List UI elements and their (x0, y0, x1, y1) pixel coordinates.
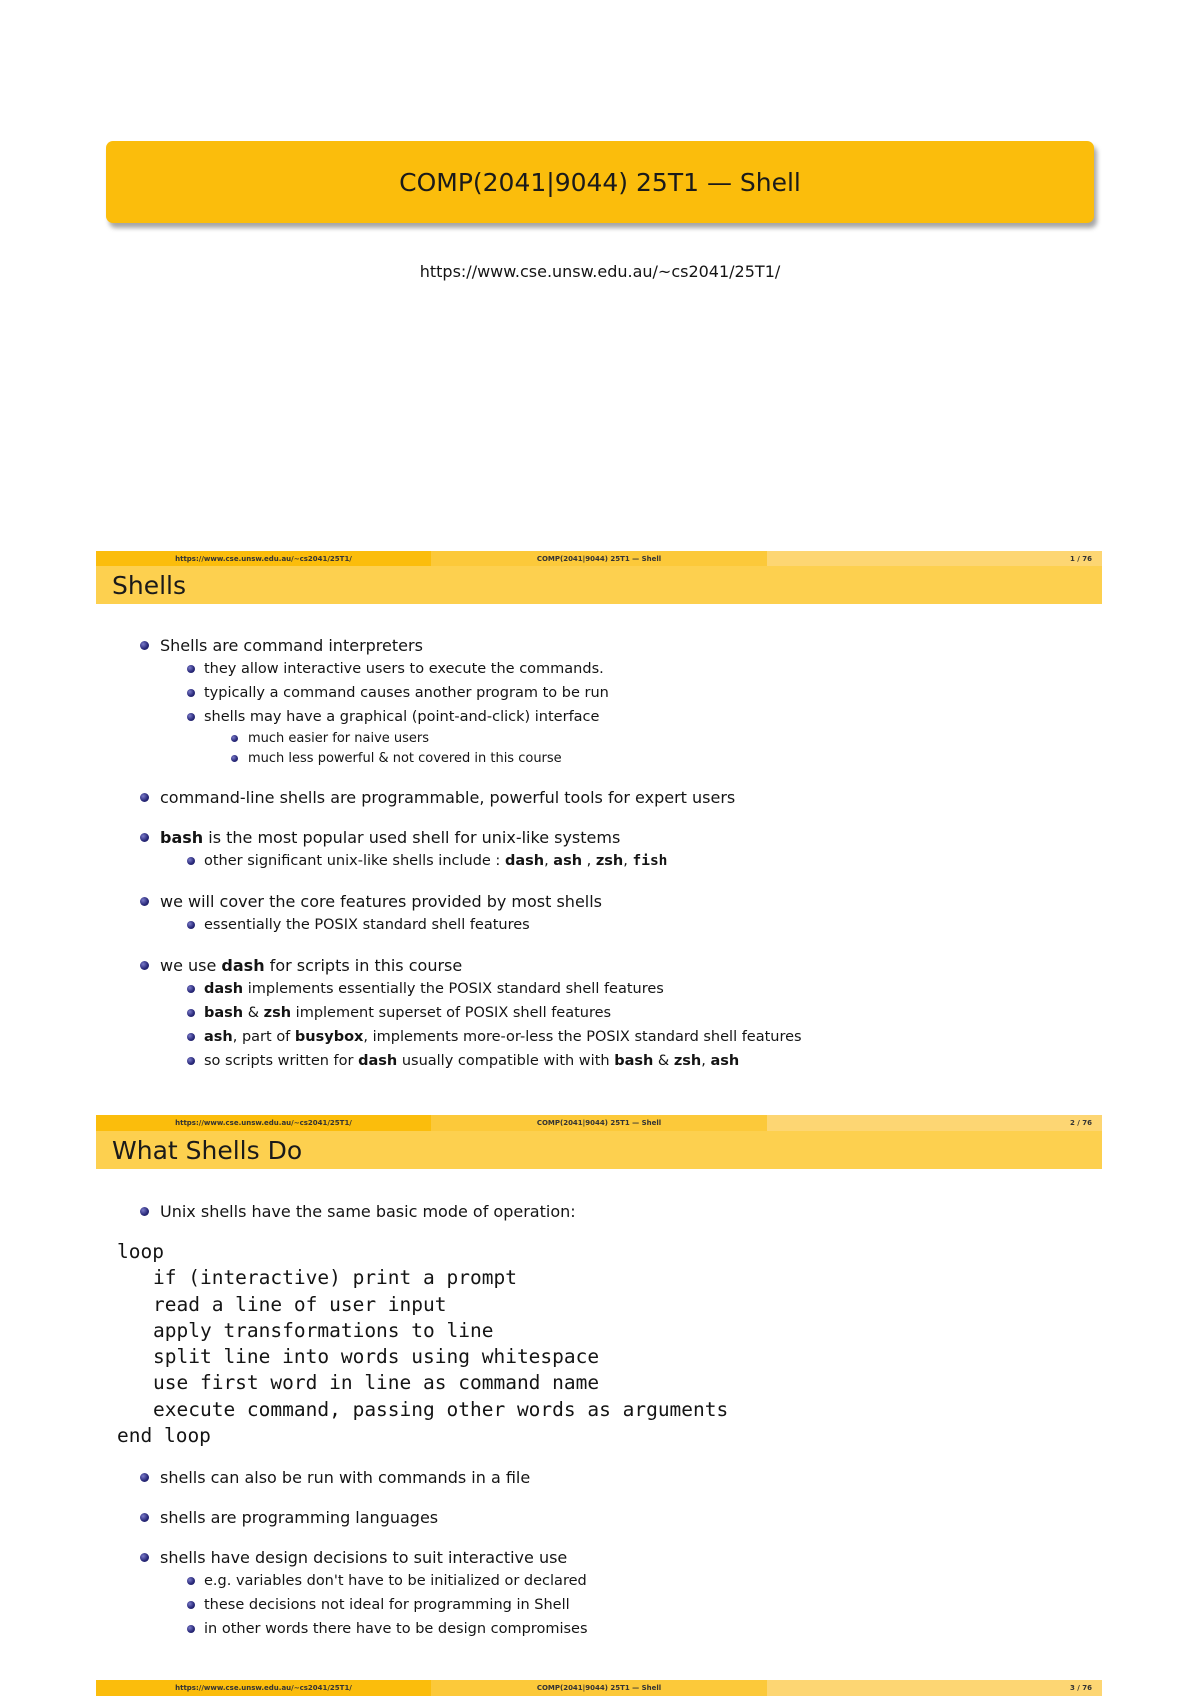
bullet-icon (187, 1033, 195, 1041)
slide-what-intro (0, 1201, 1200, 1223)
bullet-icon (187, 985, 195, 993)
footer-page: 2 / 76 (767, 1115, 1102, 1131)
bullet-icon (140, 1513, 149, 1522)
footer-url: https://www.cse.unsw.edu.au/~cs2041/25T1/ (96, 551, 431, 567)
list-item: bash is the most popular used shell for unix-like systems other significant unix-like shells include : dash, ash , zsh, fish (0, 827, 1200, 873)
list-item: so scripts written for dash usually compatible with with bash & zsh, ash (160, 1049, 1200, 1073)
list-item: ash, part of busybox, implements more-or-less the POSIX standard shell features (160, 1025, 1200, 1049)
list-item: in other words there have to be design compromises (160, 1617, 1200, 1641)
bullet-icon (140, 1207, 149, 1216)
list-item: much easier for naive users (204, 729, 1200, 749)
list-item: essentially the POSIX standard shell features (160, 913, 1200, 937)
bullet-icon (231, 735, 238, 742)
list-item: shells may have a graphical (point-and-click) interface much easier for naive users much less powerful & not covered in this course (160, 705, 1200, 769)
frame-title-text: Shells (112, 570, 187, 600)
bullet-icon (187, 857, 195, 865)
list-item: they allow interactive users to execute the commands. (160, 657, 1200, 681)
list-item: bash & zsh implement superset of POSIX shell features (160, 1001, 1200, 1025)
list-item: dash implements essentially the POSIX standard shell features (160, 977, 1200, 1001)
footer-bar (96, 551, 1102, 567)
deck-title: COMP(2041|9044) 25T1 — Shell (399, 167, 801, 197)
footer-title: COMP(2041|9044) 25T1 — Shell (431, 551, 767, 567)
footer-bar (96, 1680, 1102, 1696)
bullet-icon (187, 1009, 195, 1017)
bullet-icon (187, 1625, 195, 1633)
list-item: e.g. variables don't have to be initialized or declared (160, 1569, 1200, 1593)
frame-title-what-shells-do (96, 1131, 1102, 1169)
bullet-icon (187, 713, 195, 721)
list-item: these decisions not ideal for programming in Shell (160, 1593, 1200, 1617)
bullet-icon (140, 833, 149, 842)
footer-page: 1 / 76 (767, 551, 1102, 567)
bullet-icon (187, 689, 195, 697)
course-url: https://www.cse.unsw.edu.au/~cs2041/25T1/ (419, 262, 781, 281)
bullet-icon (187, 921, 195, 929)
slide-what-body (0, 1467, 1200, 1641)
list-item: Shells are command interpreters they allow interactive users to execute the commands. typically a command causes another program to be run shells may have a graphical (point-and-click) interface much easier for naive users much less powerful & not covered in this course (0, 635, 1200, 769)
footer-url: https://www.cse.unsw.edu.au/~cs2041/25T1/ (96, 1115, 431, 1131)
bullet-icon (140, 793, 149, 802)
list-item: much less powerful & not covered in this course (204, 749, 1200, 769)
bullet-icon (231, 755, 238, 762)
bullet-icon (140, 641, 149, 650)
code-block: loop if (interactive) print a prompt read a line of user input apply transformations to line split line into words using whitespace use first word in line as command name execute command, passing other words as arguments end loop (117, 1240, 729, 1448)
bullet-icon (187, 1601, 195, 1609)
bullet-icon (140, 1553, 149, 1562)
list-item: other significant unix-like shells include : dash, ash , zsh, fish (160, 849, 1200, 873)
bullet-icon (140, 961, 149, 970)
footer-title: COMP(2041|9044) 25T1 — Shell (431, 1680, 767, 1696)
slide-shells-body (0, 635, 1200, 1073)
list-item: typically a command causes another program to be run (160, 681, 1200, 705)
frame-title-shells (96, 566, 1102, 604)
list-item: shells are programming languages (0, 1507, 1200, 1529)
list-item: we use dash for scripts in this course dash implements essentially the POSIX standard shell features bash & zsh implement superset of POSIX shell features ash, part of busybox, implements more-or-less the POSIX standard shell features so scripts written for dash usually compatible with with bash & zsh, ash (0, 955, 1200, 1073)
title-box (106, 141, 1094, 223)
footer-title: COMP(2041|9044) 25T1 — Shell (431, 1115, 767, 1131)
frame-title-text: What Shells Do (112, 1135, 303, 1165)
bullet-icon (187, 1057, 195, 1065)
footer-url: https://www.cse.unsw.edu.au/~cs2041/25T1/ (96, 1680, 431, 1696)
list-item: shells have design decisions to suit interactive use e.g. variables don't have to be initialized or declared these decisions not ideal for programming in Shell in other words there have to be design compromises (0, 1547, 1200, 1641)
list-item: shells can also be run with commands in a file (0, 1467, 1200, 1489)
footer-page: 3 / 76 (767, 1680, 1102, 1696)
footer-bar (96, 1115, 1102, 1131)
bullet-icon (187, 665, 195, 673)
list-item: Unix shells have the same basic mode of operation: (0, 1201, 1200, 1223)
list-item: command-line shells are programmable, powerful tools for expert users (0, 787, 1200, 809)
bullet-icon (140, 897, 149, 906)
bullet-icon (140, 1473, 149, 1482)
list-item: we will cover the core features provided by most shells essentially the POSIX standard shell features (0, 891, 1200, 937)
bullet-icon (187, 1577, 195, 1585)
